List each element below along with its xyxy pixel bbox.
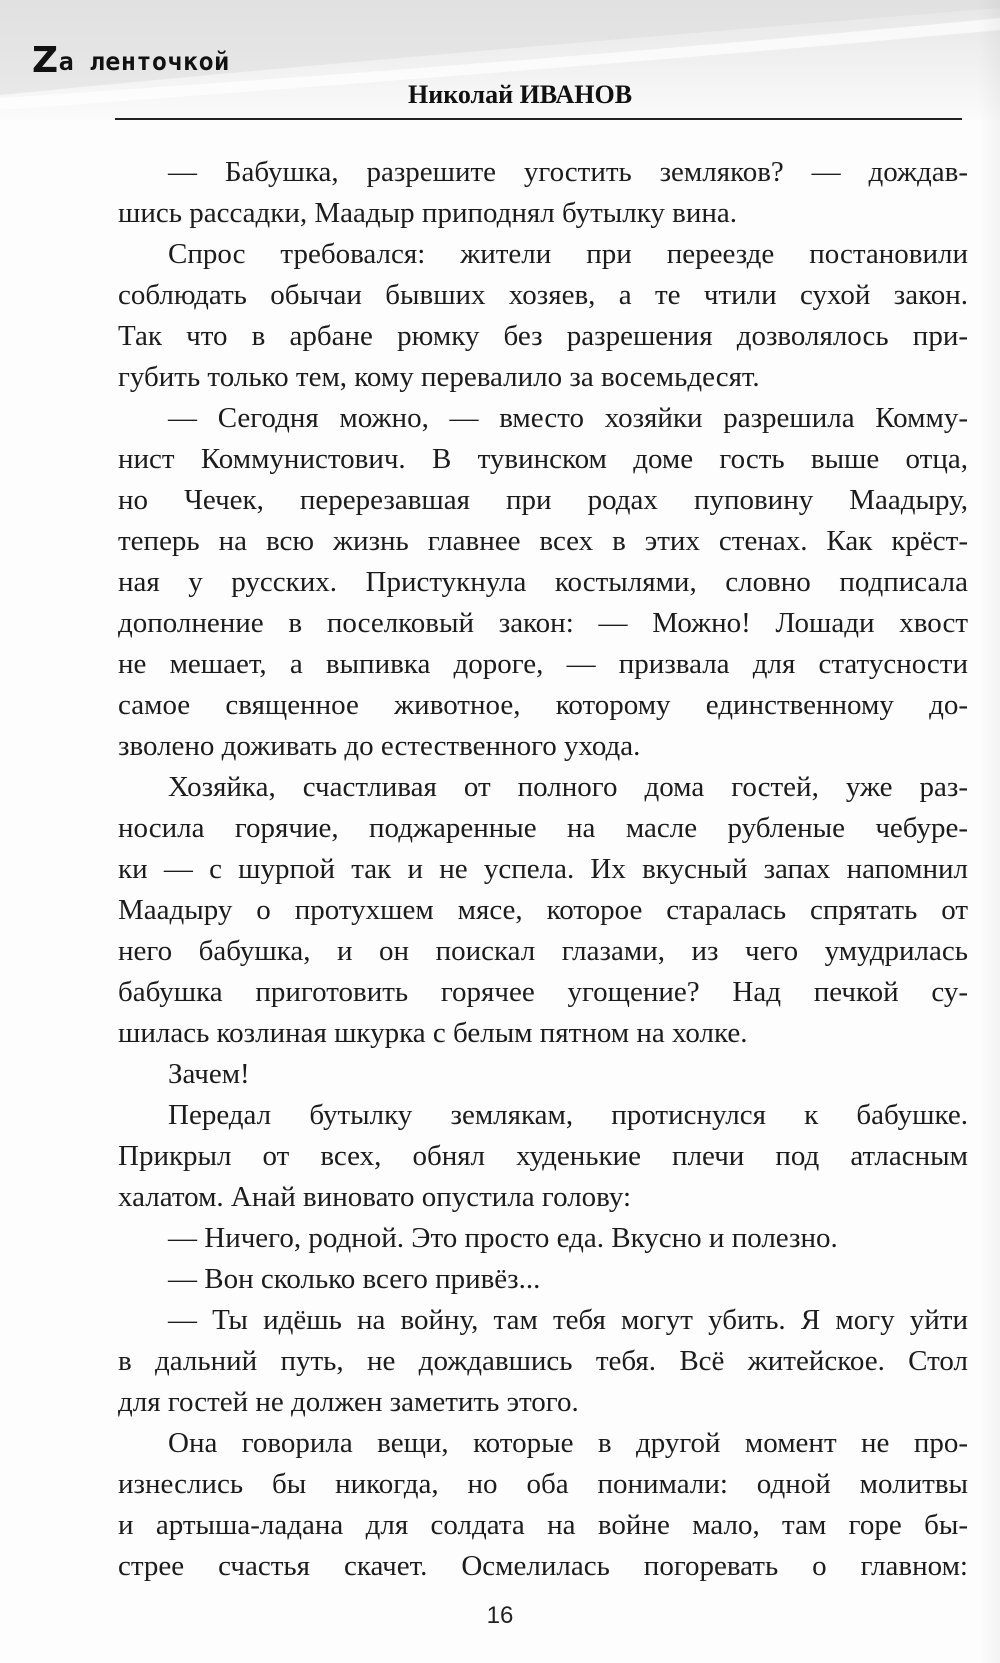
text-line: не мешает, а выпивка дороге, — призвала для статусности bbox=[118, 648, 968, 680]
text-line: шись рассадки, Маадыр приподнял бутылку вина. bbox=[118, 197, 738, 229]
text-line: халатом. Анай виновато опустила голову: bbox=[118, 1181, 632, 1213]
text-line: стрее счастья скачет. Осмелилась погоревать о главном: bbox=[118, 1550, 968, 1582]
text-line: Передал бутылку землякам, протиснулся к бабушке. bbox=[168, 1099, 968, 1131]
text-line: шилась козлиная шкурка с белым пятном на холке. bbox=[118, 1017, 748, 1049]
text-line: него бабушка, и он поискал глазами, из чего умудрилась bbox=[118, 935, 968, 967]
text-line: в дальний путь, не дождавшись тебя. Всё житейское. Стол bbox=[118, 1345, 968, 1377]
text-line: дополнение в поселковый закон: — Можно! Лошади хвост bbox=[118, 607, 968, 639]
text-line: — Ты идёшь на войну, там тебя могут убить. Я могу уйти bbox=[168, 1304, 968, 1336]
text-line: Спрос требовался: жители при переезде постановили bbox=[168, 238, 968, 270]
page-edge-shadow bbox=[978, 0, 1000, 1663]
text-line: ная у русских. Пристукнула костылями, словно подписала bbox=[118, 566, 968, 598]
text-line: — Бабушка, разрешите угостить земляков? — дождав- bbox=[168, 156, 968, 188]
text-line: Так что в арбане рюмку без разрешения дозволялось при- bbox=[118, 320, 968, 352]
text-line: ки — с шурпой так и не успела. Их вкусный запах напомнил bbox=[118, 853, 968, 885]
text-line: Хозяйка, счастливая от полного дома гостей, уже раз- bbox=[168, 771, 968, 803]
author-name: Николай ИВАНОВ bbox=[408, 80, 633, 109]
text-line: губить только тем, кому перевалило за восемьдесят. bbox=[118, 361, 760, 393]
text-line: теперь на всю жизнь главнее всех в этих стенах. Как крёст- bbox=[118, 525, 968, 557]
text-line: носила горячие, поджаренные на масле рубленые чебуре- bbox=[118, 812, 968, 844]
text-line: но Чечек, перерезавшая при родах пуповину Маадыру, bbox=[118, 484, 968, 516]
text-line: — Вон сколько всего привёз... bbox=[168, 1263, 541, 1295]
series-title bbox=[32, 40, 230, 81]
page-number: 16 bbox=[486, 1602, 514, 1629]
text-line: Маадыру о протухшем мясе, которое старалась спрятать от bbox=[118, 894, 968, 926]
text-line: Прикрыл от всех, обнял худенькие плечи под атласным bbox=[118, 1140, 968, 1172]
series-title-initial: Z bbox=[32, 40, 59, 81]
text-line: самое священное животное, которому единственному до- bbox=[118, 689, 968, 721]
text-line: — Ничего, родной. Это просто еда. Вкусно и полезно. bbox=[168, 1222, 838, 1254]
series-title-rest: а ленточкой bbox=[58, 47, 230, 76]
text-line: и артыша-ладана для солдата на войне мало, там горе бы- bbox=[118, 1509, 968, 1541]
text-line: бабушка приготовить горячее угощение? Над печкой су- bbox=[118, 976, 968, 1008]
text-line: — Сегодня можно, — вместо хозяйки разрешила Комму- bbox=[168, 402, 968, 434]
text-line: Она говорила вещи, которые в другой момент не про- bbox=[168, 1427, 968, 1459]
body-text bbox=[118, 152, 968, 1587]
text-line: изнеслись бы никогда, но оба понимали: одной молитвы bbox=[118, 1468, 968, 1500]
text-line: нист Коммунистович. В тувинском доме гость выше отца, bbox=[118, 443, 968, 475]
text-line: зволено доживать до естественного ухода. bbox=[118, 730, 641, 762]
text-line: соблюдать обычаи бывших хозяев, а те чтили сухой закон. bbox=[118, 279, 968, 311]
text-line: для гостей не должен заметить этого. bbox=[118, 1386, 579, 1418]
text-line: Зачем! bbox=[168, 1058, 250, 1090]
header-rule bbox=[115, 118, 962, 120]
